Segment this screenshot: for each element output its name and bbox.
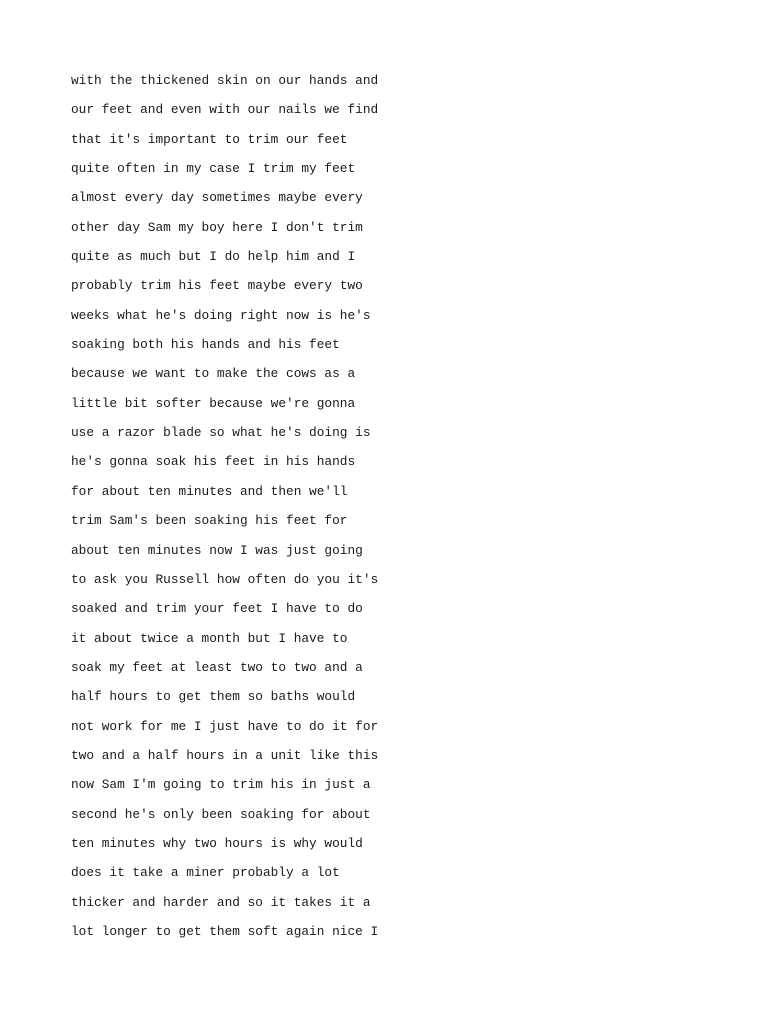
transcript-line: soaked and trim your feet I have to do: [71, 601, 363, 617]
transcript-line: soaking both his hands and his feet: [71, 337, 340, 353]
transcript-line: with the thickened skin on our hands and: [71, 73, 379, 88]
transcript-line: lot longer to get them soft again nice I: [71, 923, 379, 939]
transcript-line: because we want to make the cows as a: [71, 366, 356, 382]
transcript-line: quite as much but I do help him and I: [71, 249, 356, 265]
transcript-line: half hours to get them so baths would: [71, 689, 356, 705]
transcript-line: other day Sam my boy here I don't trim: [71, 219, 363, 235]
transcript-line: that it's important to trim our feet: [71, 131, 348, 147]
transcript-line: not work for me I just have to do it for: [71, 718, 379, 734]
transcript-line: he's gonna soak his feet in his hands: [71, 454, 356, 470]
transcript-line: second he's only been soaking for about: [71, 806, 371, 822]
transcript-line: soak my feet at least two to two and a: [71, 659, 363, 675]
transcript-line: about ten minutes now I was just going: [71, 542, 363, 558]
transcript-line: weeks what he's doing right now is he's: [71, 307, 371, 323]
transcript-line: now Sam I'm going to trim his in just a: [71, 777, 371, 793]
transcript-line: use a razor blade so what he's doing is: [71, 425, 371, 441]
transcript-line: little bit softer because we're gonna: [71, 395, 356, 411]
transcript-line: our feet and even with our nails we find: [71, 102, 379, 118]
transcript-line: two and a half hours in a unit like this: [71, 747, 379, 763]
transcript-line: thicker and harder and so it takes it a: [71, 894, 371, 910]
transcript-line: quite often in my case I trim my feet: [71, 161, 356, 177]
transcript-text-block: [71, 66, 711, 946]
transcript-line: for about ten minutes and then we'll: [71, 483, 348, 499]
transcript-line: does it take a miner probably a lot: [71, 865, 340, 881]
transcript-line: probably trim his feet maybe every two: [71, 278, 363, 294]
transcript-line: to ask you Russell how often do you it's: [71, 571, 379, 587]
transcript-line: it about twice a month but I have to: [71, 630, 348, 646]
transcript-line: trim Sam's been soaking his feet for: [71, 513, 348, 529]
transcript-line: ten minutes why two hours is why would: [71, 835, 363, 851]
transcript-line: almost every day sometimes maybe every: [71, 190, 363, 206]
